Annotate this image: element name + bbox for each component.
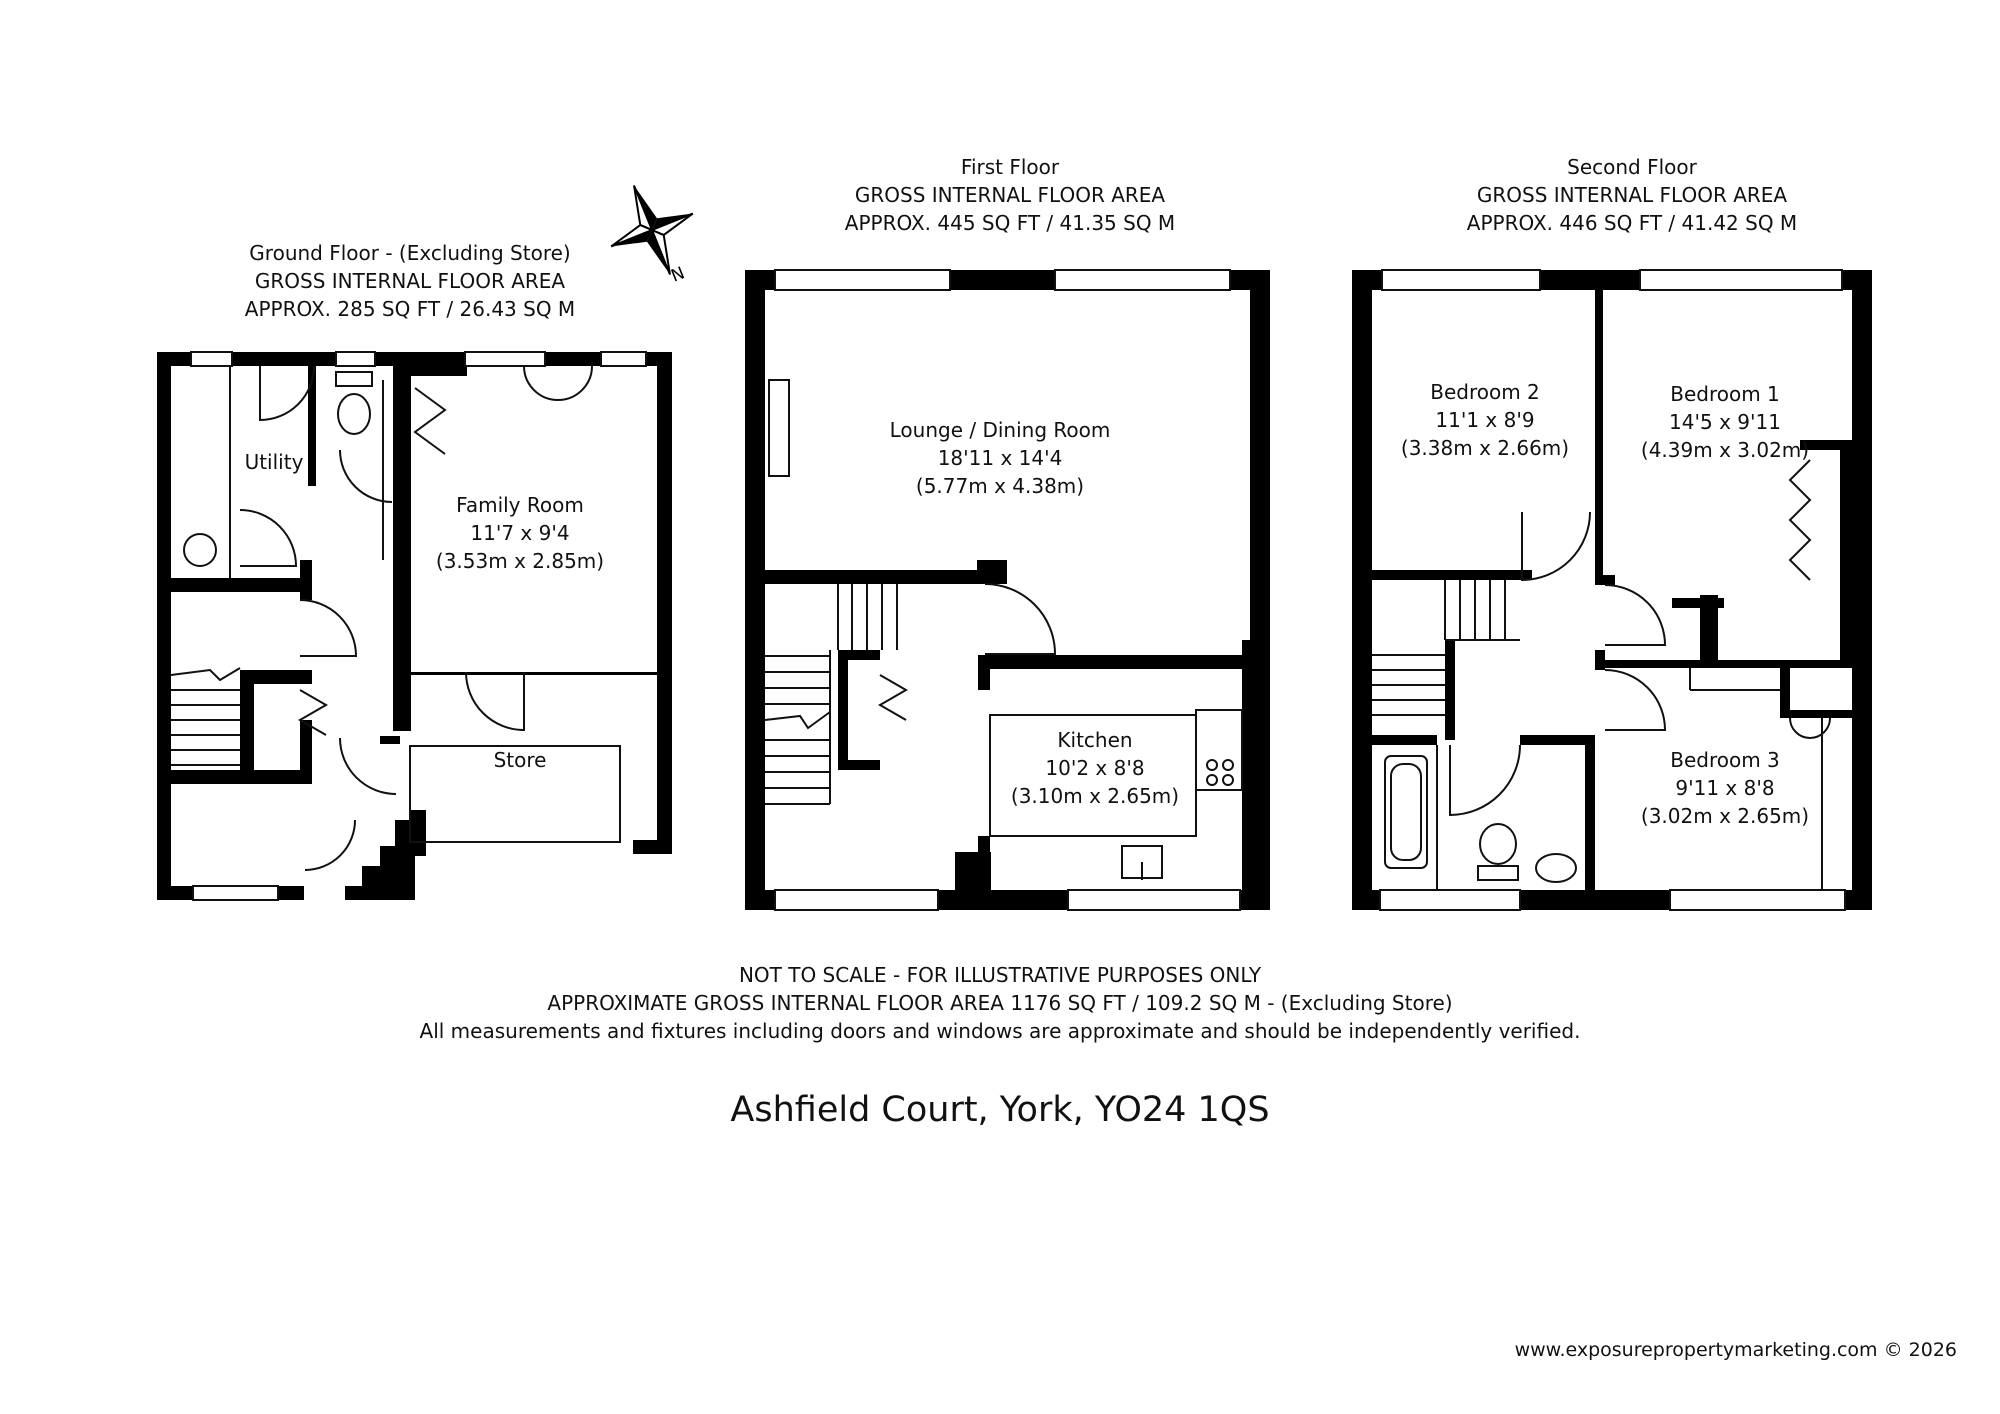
second-floor-area: APPROX. 446 SQ FT / 41.42 SQ M	[1466, 211, 1798, 235]
first-floor-plan	[745, 270, 1270, 910]
compass-north-label: N	[668, 263, 688, 287]
room-metric: (5.77m x 4.38m)	[915, 474, 1085, 498]
room-metric: (3.53m x 2.85m)	[435, 549, 605, 573]
second-floor-area-label: GROSS INTERNAL FLOOR AREA	[1476, 183, 1788, 207]
room-name: Bedroom 1	[1670, 382, 1780, 406]
room-store	[460, 746, 580, 774]
footer-disclaimer	[0, 961, 2000, 1045]
room-kitchen	[1000, 726, 1190, 810]
ground-floor-title: Ground Floor - (Excluding Store)	[249, 241, 571, 265]
footer-line-1: NOT TO SCALE - FOR ILLUSTRATIVE PURPOSES ONLY	[738, 963, 1262, 987]
stairs-first	[765, 584, 897, 804]
room-lounge-dining	[870, 416, 1130, 500]
room-name: Kitchen	[1057, 728, 1133, 752]
room-dims: 18'11 x 14'4	[937, 446, 1063, 470]
footer-line-3: All measurements and fixtures including doors and windows are approximate and should be independently verified.	[419, 1019, 1581, 1043]
first-floor-area-label: GROSS INTERNAL FLOOR AREA	[854, 183, 1166, 207]
room-bedroom-2	[1390, 378, 1580, 462]
ground-floor-area: APPROX. 285 SQ FT / 26.43 SQ M	[244, 297, 576, 321]
footer-line-2: APPROXIMATE GROSS INTERNAL FLOOR AREA 1176 SQ FT / 109.2 SQ M - (Excluding Store)	[547, 991, 1453, 1015]
room-bedroom-1	[1630, 380, 1820, 464]
room-name: Bedroom 2	[1430, 380, 1540, 404]
room-dims: 11'1 x 8'9	[1435, 408, 1535, 432]
room-dims: 9'11 x 8'8	[1675, 776, 1775, 800]
room-metric: (3.10m x 2.65m)	[1010, 784, 1180, 808]
room-utility	[214, 448, 334, 476]
room-dims: 11'7 x 9'4	[470, 521, 570, 545]
room-dims: 14'5 x 9'11	[1669, 410, 1781, 434]
stairs-ground	[171, 668, 240, 765]
room-name: Bedroom 3	[1670, 748, 1780, 772]
second-floor-heading	[1402, 153, 1862, 237]
property-address: Ashfield Court, York, YO24 1QS	[730, 1090, 1270, 1130]
room-family-room	[420, 491, 620, 575]
room-name: Lounge / Dining Room	[889, 418, 1111, 442]
room-name: Store	[493, 748, 547, 772]
room-bedroom-3	[1630, 746, 1820, 830]
room-dims: 10'2 x 8'8	[1045, 756, 1145, 780]
ground-floor-heading	[190, 239, 630, 323]
first-floor-heading	[780, 153, 1240, 237]
room-metric: (3.02m x 2.65m)	[1640, 804, 1810, 828]
second-floor-title: Second Floor	[1567, 155, 1697, 179]
room-name: Utility	[244, 450, 304, 474]
website-credit: www.exposurepropertymarketing.com © 2026	[1514, 1339, 1957, 1361]
first-floor-area: APPROX. 445 SQ FT / 41.35 SQ M	[844, 211, 1176, 235]
ground-floor-area-label: GROSS INTERNAL FLOOR AREA	[254, 269, 566, 293]
ground-floor-plan	[157, 352, 672, 900]
room-name: Family Room	[456, 493, 584, 517]
room-metric: (4.39m x 3.02m)	[1640, 438, 1810, 462]
room-metric: (3.38m x 2.66m)	[1400, 436, 1570, 460]
first-floor-title: First Floor	[960, 155, 1060, 179]
